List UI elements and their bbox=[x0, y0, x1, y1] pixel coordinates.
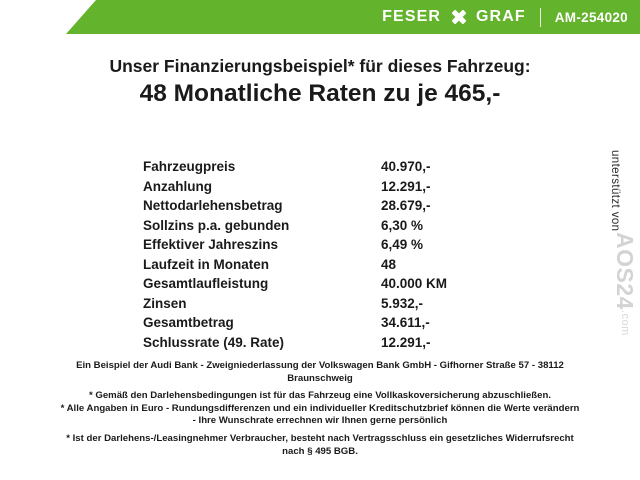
table-row bbox=[143, 315, 483, 335]
page-subtitle: Unser Finanzierungsbeispiel* für dieses Fahrzeug: bbox=[109, 56, 531, 76]
table-row bbox=[143, 159, 483, 179]
legal-line-1: Ein Beispiel der Audi Bank - Zweigniederlassung der Volkswagen Bank GmbH - Gifhorner Straße 57 - 38112 bbox=[76, 360, 564, 371]
finance-row-label: Laufzeit in Monaten bbox=[143, 256, 269, 272]
table-row bbox=[143, 218, 483, 238]
legal-line-4: * Alle Angaben in Euro - Rundungsdifferenzen und ein individueller Kreditschutzbrief können die Werte verändern bbox=[60, 402, 580, 414]
finance-row-value: 5.932,- bbox=[381, 295, 424, 311]
dealer-logo bbox=[382, 0, 640, 34]
dealer-logo-second-word: GRAF bbox=[476, 8, 526, 25]
table-row bbox=[143, 296, 483, 316]
finance-row-label: Anzahlung bbox=[143, 178, 212, 194]
finance-row-label: Sollzins p.a. gebunden bbox=[143, 217, 290, 233]
table-row bbox=[143, 335, 483, 355]
finance-row-value: 40.000 KM bbox=[381, 276, 448, 291]
finance-row-label: Gesamtbetrag bbox=[143, 315, 234, 330]
supported-by-label: unterstützt von bbox=[609, 150, 621, 232]
logo-divider bbox=[540, 8, 541, 27]
finance-row-label: Schlussrate (49. Rate) bbox=[143, 334, 285, 350]
watermark-brand-domain: .com bbox=[619, 309, 631, 336]
finance-row-value: 12.291,- bbox=[381, 334, 431, 350]
dealer-logo-first-word: FESER bbox=[382, 8, 442, 25]
finance-table-body bbox=[143, 159, 483, 354]
legal-line-5: - Ihre Wunschrate errechnen wir Ihnen gerne persönlich bbox=[192, 415, 448, 427]
legal-line-6: * Ist der Darlehens-/Leasingnehmer Verbraucher, besteht nach Vertragsschluss ein gesetzliches Widerrufsrecht bbox=[66, 432, 574, 444]
legal-line-2: Braunschweig bbox=[287, 372, 353, 384]
watermark-brand-name: AOS24 bbox=[612, 232, 638, 310]
finance-row-value: 12.291,- bbox=[381, 178, 431, 194]
finance-row-value: 40.970,- bbox=[381, 159, 431, 174]
finance-details-table bbox=[143, 159, 483, 354]
finance-row-value: 6,49 % bbox=[381, 237, 424, 252]
table-row bbox=[143, 198, 483, 218]
finance-row-value: 6,30 % bbox=[381, 217, 424, 233]
feser-graf-x-mark-icon bbox=[450, 9, 467, 26]
finance-row-label: Fahrzeugpreis bbox=[143, 159, 236, 174]
legal-line-3: * Gemäß den Darlehensbedingungen ist für das Fahrzeug eine Vollkaskoversicherung abzuschließen. bbox=[88, 390, 552, 402]
header-bar bbox=[0, 0, 640, 34]
table-row bbox=[143, 257, 483, 277]
table-row bbox=[143, 179, 483, 199]
watermark-brand bbox=[611, 232, 638, 336]
finance-row-value: 48 bbox=[381, 256, 397, 272]
finance-row-label: Gesamtlaufleistung bbox=[143, 276, 269, 291]
finance-row-label: Effektiver Jahreszins bbox=[143, 237, 279, 252]
finance-row-label: Zinsen bbox=[143, 295, 187, 311]
vehicle-code: AM-254020 bbox=[554, 9, 628, 25]
finance-row-label: Nettodarlehensbetrag bbox=[143, 198, 283, 213]
table-row bbox=[143, 276, 483, 296]
page-title: 48 Monatliche Raten zu je 465,- bbox=[139, 80, 501, 107]
finance-row-value: 34.611,- bbox=[381, 315, 430, 330]
legal-disclaimer bbox=[18, 360, 622, 458]
finance-row-value: 28.679,- bbox=[381, 198, 431, 213]
table-row bbox=[143, 237, 483, 257]
legal-line-7: nach § 495 BGB. bbox=[282, 445, 358, 457]
